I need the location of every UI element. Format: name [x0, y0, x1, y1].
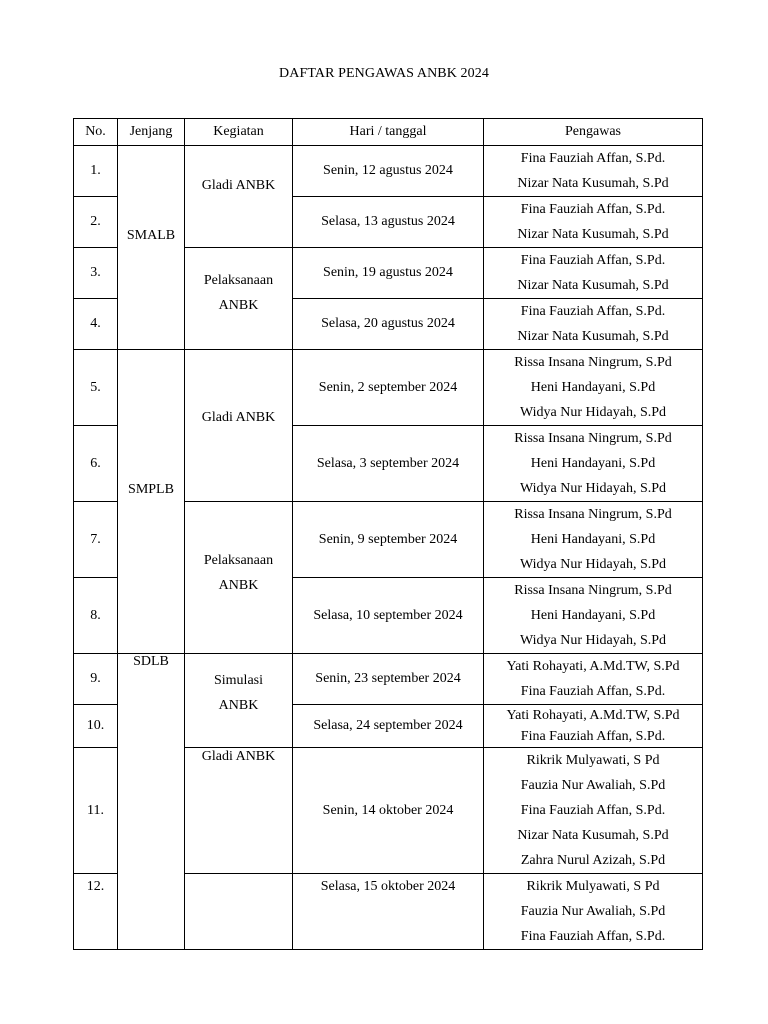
date-cell: Senin, 19 agustus 2024: [293, 248, 484, 299]
row-number: 7.: [74, 502, 118, 578]
kegiatan-line: Simulasi: [213, 673, 263, 688]
date-cell: Senin, 14 oktober 2024: [293, 748, 484, 874]
row-number: 1.: [74, 146, 118, 197]
pengawas-cell: [484, 146, 703, 197]
row-number: 8.: [74, 578, 118, 654]
pengawas-name: Rissa Insana Ningrum, S.Pd: [514, 583, 672, 598]
kegiatan-cell: [185, 748, 293, 874]
pengawas-cell: [484, 705, 703, 748]
pengawas-name: Yati Rohayati, A.Md.TW, S.Pd: [506, 708, 680, 723]
pengawas-name: Yati Rohayati, A.Md.TW, S.Pd: [506, 659, 680, 674]
pengawas-name: Heni Handayani, S.Pd: [530, 608, 656, 623]
date-cell: Selasa, 10 september 2024: [293, 578, 484, 654]
pengawas-name: Fauzia Nur Awaliah, S.Pd: [520, 904, 666, 919]
pengawas-name: Fina Fauziah Affan, S.Pd.: [520, 202, 666, 217]
pengawas-name: Nizar Nata Kusumah, S.Pd: [517, 176, 669, 191]
date-cell: Selasa, 20 agustus 2024: [293, 299, 484, 350]
date-cell: Senin, 12 agustus 2024: [293, 146, 484, 197]
kegiatan-line: ANBK: [218, 298, 259, 313]
pengawas-name: Fina Fauziah Affan, S.Pd.: [520, 304, 666, 319]
row-number: 3.: [74, 248, 118, 299]
table-row: [74, 654, 703, 705]
pengawas-name: Zahra Nurul Azizah, S.Pd: [520, 853, 666, 868]
kegiatan-label: [185, 502, 292, 598]
row-number: 4.: [74, 299, 118, 350]
date-cell: Senin, 9 september 2024: [293, 502, 484, 578]
pengawas-name: Widya Nur Hidayah, S.Pd: [519, 557, 667, 572]
pengawas-cell: [484, 350, 703, 426]
pengawas-name: Nizar Nata Kusumah, S.Pd: [517, 329, 669, 344]
kegiatan-line: Pelaksanaan: [203, 273, 274, 288]
header-jenjang: Jenjang: [118, 119, 185, 146]
pengawas-cell: [484, 197, 703, 248]
pengawas-name: Fina Fauziah Affan, S.Pd.: [520, 729, 666, 744]
kegiatan-label: [185, 248, 292, 318]
pengawas-table: [73, 118, 703, 950]
date-cell: Selasa, 13 agustus 2024: [293, 197, 484, 248]
pengawas-name: Rissa Insana Ningrum, S.Pd: [514, 355, 672, 370]
kegiatan-line: ANBK: [218, 698, 259, 713]
kegiatan-label: Gladi ANBK: [201, 749, 276, 764]
header-hari-tanggal: Hari / tanggal: [293, 119, 484, 146]
kegiatan-cell: [185, 248, 293, 350]
pengawas-name: Widya Nur Hidayah, S.Pd: [519, 633, 667, 648]
kegiatan-cell: [185, 350, 293, 502]
pengawas-cell: [484, 578, 703, 654]
pengawas-name: Widya Nur Hidayah, S.Pd: [519, 481, 667, 496]
date-cell: Selasa, 3 september 2024: [293, 426, 484, 502]
pengawas-name: Heni Handayani, S.Pd: [530, 532, 656, 547]
pengawas-name: Nizar Nata Kusumah, S.Pd: [517, 828, 669, 843]
pengawas-name: Rikrik Mulyawati, S Pd: [526, 753, 660, 768]
date-cell: Senin, 23 september 2024: [293, 654, 484, 705]
pengawas-name: Fina Fauziah Affan, S.Pd.: [520, 253, 666, 268]
document-title: DAFTAR PENGAWAS ANBK 2024: [279, 66, 489, 81]
kegiatan-line: ANBK: [218, 578, 259, 593]
jenjang-label: SMALB: [126, 228, 176, 243]
pengawas-cell: [484, 248, 703, 299]
table-row: [74, 146, 703, 197]
date-cell: Senin, 2 september 2024: [293, 350, 484, 426]
row-number: 11.: [74, 748, 118, 874]
kegiatan-label: Gladi ANBK: [201, 178, 276, 193]
kegiatan-label: Gladi ANBK: [201, 410, 276, 425]
pengawas-cell: [484, 426, 703, 502]
pengawas-name: Fina Fauziah Affan, S.Pd.: [520, 684, 666, 699]
date-text: Selasa, 15 oktober 2024: [320, 879, 456, 894]
table-row: [74, 350, 703, 426]
row-number: 9.: [74, 654, 118, 705]
jenjang-cell: [118, 146, 185, 350]
pengawas-cell: [484, 874, 703, 950]
row-number: 12.: [86, 879, 105, 894]
kegiatan-cell: [185, 654, 293, 748]
jenjang-cell: [118, 654, 185, 950]
row-number: 10.: [74, 705, 118, 748]
pengawas-cell: [484, 748, 703, 874]
row-number: 2.: [74, 197, 118, 248]
kegiatan-cell: [185, 874, 293, 950]
pengawas-cell: [484, 654, 703, 705]
table-header-row: [74, 119, 703, 146]
pengawas-name: Nizar Nata Kusumah, S.Pd: [517, 278, 669, 293]
row-number-cell: [74, 874, 118, 950]
pengawas-name: Heni Handayani, S.Pd: [530, 380, 656, 395]
jenjang-cell: [118, 350, 185, 654]
pengawas-name: Nizar Nata Kusumah, S.Pd: [517, 227, 669, 242]
kegiatan-cell: [185, 146, 293, 248]
pengawas-name: Heni Handayani, S.Pd: [530, 456, 656, 471]
pengawas-cell: [484, 502, 703, 578]
kegiatan-line: Pelaksanaan: [203, 553, 274, 568]
pengawas-name: Fina Fauziah Affan, S.Pd.: [520, 803, 666, 818]
kegiatan-label: [185, 654, 292, 718]
row-number: 5.: [74, 350, 118, 426]
pengawas-name: Fina Fauziah Affan, S.Pd.: [520, 929, 666, 944]
pengawas-name: Rikrik Mulyawati, S Pd: [526, 879, 660, 894]
header-no: No.: [74, 119, 118, 146]
pengawas-name: Widya Nur Hidayah, S.Pd: [519, 405, 667, 420]
pengawas-name: Fina Fauziah Affan, S.Pd.: [520, 151, 666, 166]
pengawas-cell: [484, 299, 703, 350]
pengawas-name: Rissa Insana Ningrum, S.Pd: [514, 431, 672, 446]
pengawas-name: Fauzia Nur Awaliah, S.Pd: [520, 778, 666, 793]
row-number: 6.: [74, 426, 118, 502]
jenjang-label: SMPLB: [128, 482, 174, 497]
header-pengawas: Pengawas: [484, 119, 703, 146]
pengawas-name: Rissa Insana Ningrum, S.Pd: [514, 507, 672, 522]
header-kegiatan: Kegiatan: [185, 119, 293, 146]
jenjang-label: SDLB: [133, 654, 169, 669]
date-cell: Selasa, 24 september 2024: [293, 705, 484, 748]
kegiatan-cell: [185, 502, 293, 654]
date-cell: [293, 874, 484, 950]
